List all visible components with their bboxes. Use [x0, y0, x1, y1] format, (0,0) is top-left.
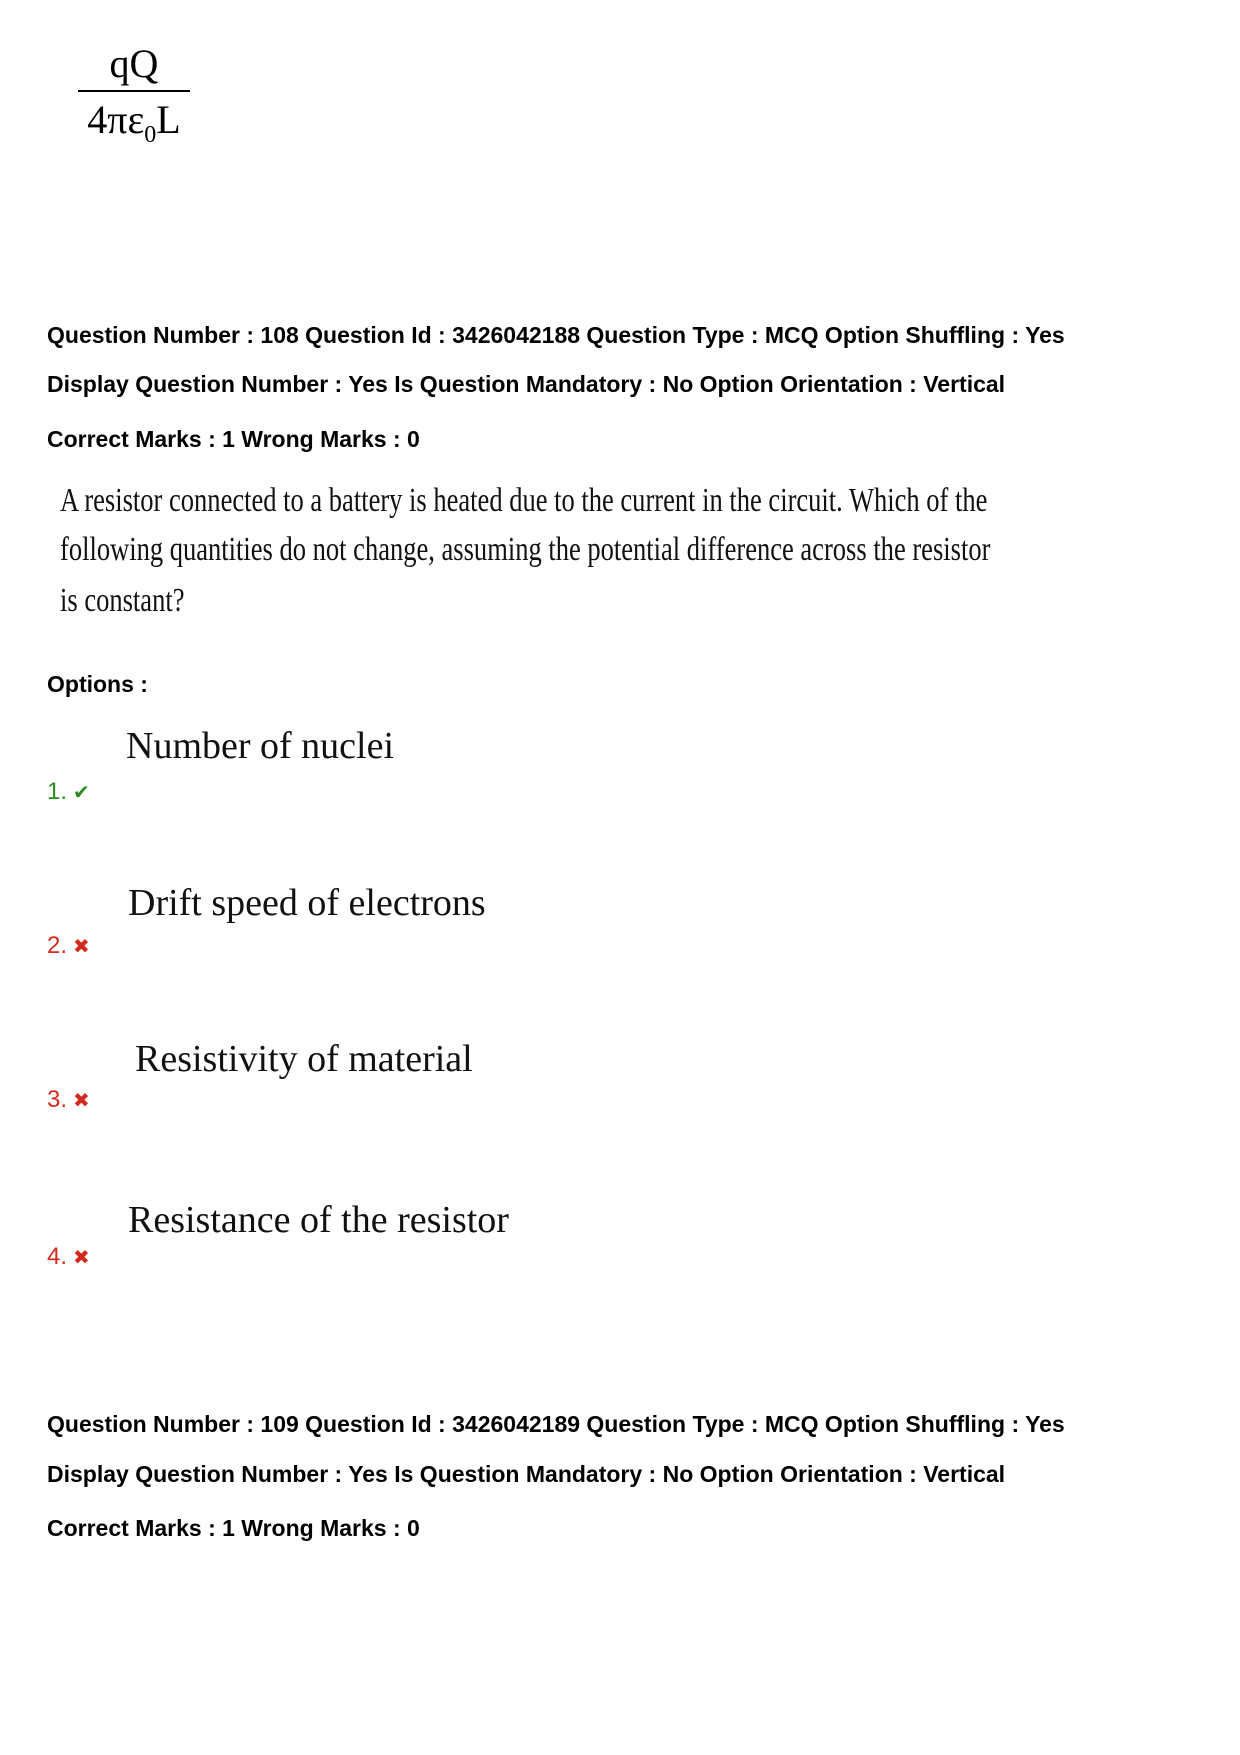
q108-info-line2: Display Question Number : Yes Is Question Mandatory : No Option Orientation : Vertical: [47, 371, 1006, 397]
option-4-text: Resistance of the resistor: [128, 1199, 509, 1241]
options-label: Options :: [47, 671, 148, 697]
previous-answer-fraction: [78, 42, 190, 157]
denominator-subscript: 0: [144, 122, 157, 148]
fraction-numerator: qQ: [109, 41, 159, 86]
q108-info-line1: Question Number : 108 Question Id : 3426042188 Question Type : MCQ Option Shuffling : Yes: [47, 322, 1065, 348]
denominator-end: L: [156, 97, 181, 142]
q108-marks: Correct Marks : 1 Wrong Marks : 0: [47, 426, 420, 452]
q108-text-line1: A resistor connected to a battery is heated due to the current in the circuit. Which of the: [60, 482, 988, 519]
option-1-number: [47, 778, 90, 806]
option-number: 1.: [47, 778, 68, 805]
option-number: 2.: [47, 932, 68, 959]
q109-info-line2: Display Question Number : Yes Is Question Mandatory : No Option Orientation : Vertical: [47, 1461, 1006, 1487]
fraction-denominator: [78, 98, 190, 157]
q108-text-line3: is constant?: [60, 582, 185, 619]
cross-icon: ✖: [73, 1090, 90, 1112]
option-number: 4.: [47, 1243, 68, 1270]
q109-info-line1: Question Number : 109 Question Id : 3426042189 Question Type : MCQ Option Shuffling : Yes: [47, 1411, 1065, 1437]
cross-icon: ✖: [73, 936, 90, 958]
q108-text-line2: following quantities do not change, assuming the potential difference across the resistor: [60, 531, 991, 568]
option-3-text: Resistivity of material: [135, 1038, 473, 1080]
fraction-bar: [78, 90, 190, 92]
denominator-main: 4πε: [87, 97, 145, 142]
cross-icon: ✖: [73, 1247, 90, 1269]
option-2-number: [47, 932, 90, 960]
option-4-number: [47, 1243, 90, 1271]
option-1-text: Number of nuclei: [126, 725, 395, 767]
q109-marks: Correct Marks : 1 Wrong Marks : 0: [47, 1515, 420, 1541]
option-number: 3.: [47, 1086, 68, 1113]
option-2-text: Drift speed of electrons: [128, 882, 486, 924]
check-icon: ✔: [73, 782, 90, 804]
option-3-number: [47, 1086, 90, 1114]
